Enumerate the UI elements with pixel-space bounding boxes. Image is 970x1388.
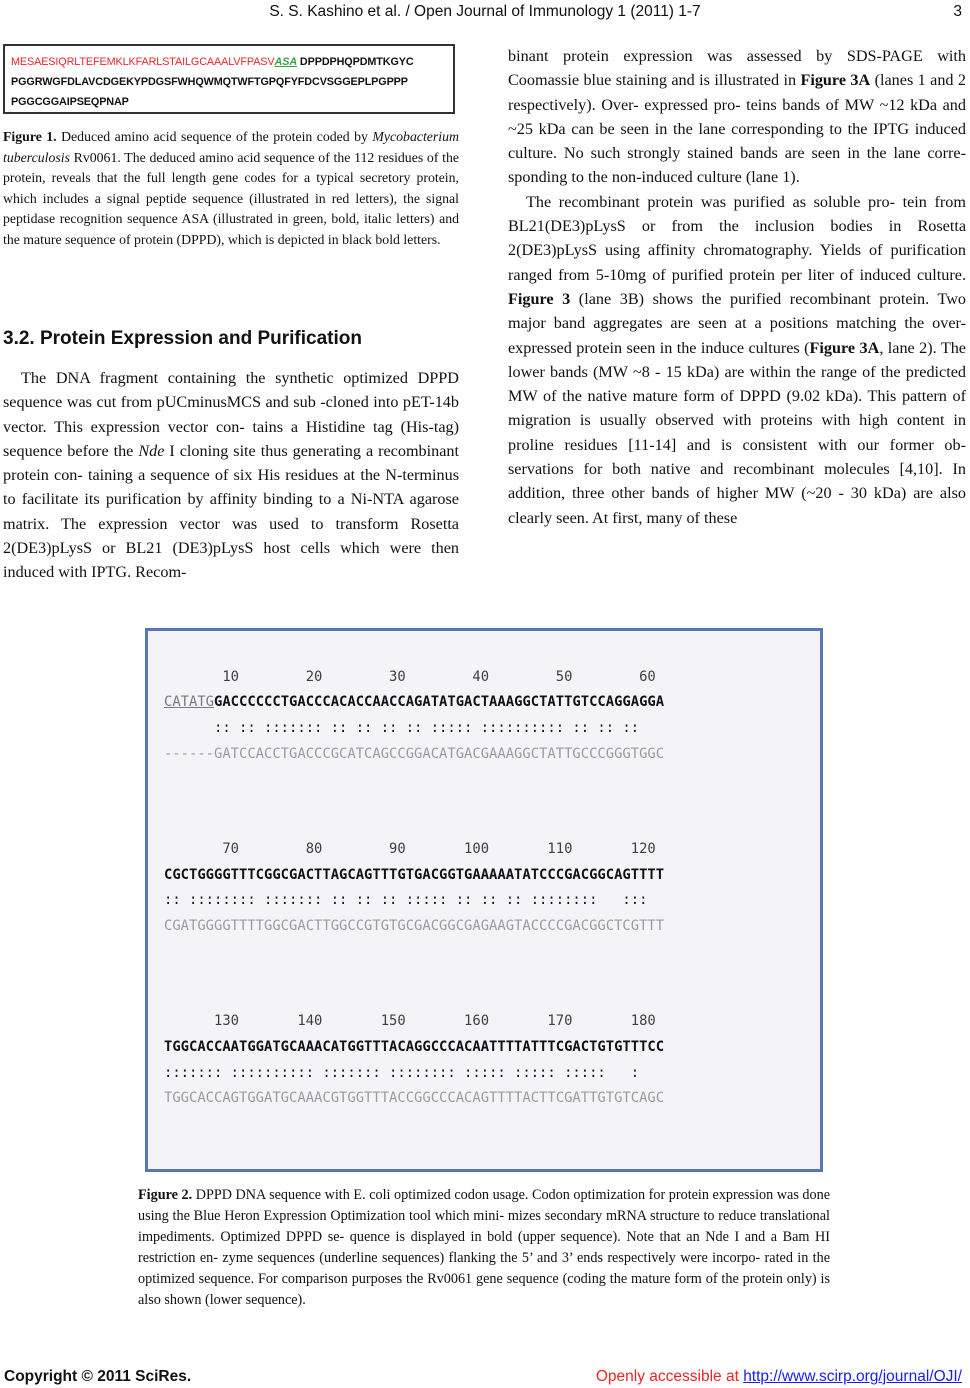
alignment-block xyxy=(164,1009,820,1112)
match-line: ::::::: :::::::::: ::::::: :::::::: ::::: ::::: ::::: : xyxy=(164,1064,640,1081)
recognition-sequence: ASA xyxy=(274,56,298,68)
nde-site: CATATG xyxy=(164,694,215,711)
sequence-line-2: PGGRWGFDLAVCDGEKYPDGSFWHQWMQTWFTGPQFYFDCVSGGEPLPGPPP xyxy=(11,76,408,88)
paragraph-text: The recombinant protein was purified as soluble pro- tein from BL21(DE3)pLysS or from the inclusion bodies in Rosetta 2(DE3)pLysS using affinity chromatography. Yields of purification ranged from 5-10mg of purified protein per liter of induced culture. xyxy=(508,192,966,284)
figure2-alignment xyxy=(145,628,823,1172)
native-sequence: CGATGGGGTTTTGGCGACTTGGCCGTGTGCGACGGCGAGAAGTACCCCGACGGCTCGTTT xyxy=(164,918,665,935)
sequence-line-1 xyxy=(11,52,447,72)
page-header xyxy=(0,0,970,28)
position-numbers: 130 140 150 160 170 180 xyxy=(164,1013,656,1030)
paragraph-text: (lane 3B) shows the purified recombinant protein. Two major band aggregates are seen at a positions matching the over- expressed protein seen in the induce cultures ( xyxy=(508,289,966,357)
native-sequence: ------GATCCACCTGACCCGCATCAGCCGGACATGACGAAAGGCTATTGCCCGGGTGGC xyxy=(164,745,665,762)
journal-link[interactable]: http://www.scirp.org/journal/OJI/ xyxy=(743,1368,962,1385)
paragraph-text: The DNA fragment containing the synthetic optimized DPPD sequence was cut from pUCminusMCS and sub -cloned into pET-14b vector. This expression vector con- tains a Histidine tag (His-tag) sequence before the xyxy=(3,369,459,460)
caption-text: DPPD DNA sequence with E. coli optimized codon usage. Codon optimization for protein expression was done using the Blue Heron Expression Optimization tool which mini- mizes secondary mRNA structure to reduce translational impediments. Optimized DPPD se- quence is displayed in bold (upper sequence). Note that an Nde I and a Bam HI restriction en- zyme sequences (underline sequences) flanking the 5’ and 3’ ends respectively were incorpo- rated in the optimized sequence. For comparison purposes the Rv0061 gene sequence (coding the mature form of the protein only) is also shown (lower sequence). xyxy=(138,1187,830,1308)
paragraph xyxy=(508,190,966,530)
section-heading: 3.2. Protein Expression and Purification xyxy=(3,328,362,349)
running-title: S. S. Kashino et al. / Open Journal of Immunology 1 (2011) 1-7 xyxy=(269,3,701,20)
figure1-label: Figure 1. xyxy=(3,129,57,144)
species-name: Mycobacterium tuberculosis xyxy=(3,129,459,165)
paragraph-text: I cloning site thus generating a recombinant protein con- taining a sequence of six His residues at the N-terminus to facilitate its purification by affinity binding to a Ni-NTA agarose matrix. The expression vector was used to transform Rosetta 2(DE3)pLysS or BL21 (DE3)pLysS host cells which were then induced with IPTG. Recom- xyxy=(3,441,459,582)
figure1-sequence-box xyxy=(3,44,455,114)
left-column xyxy=(3,366,459,585)
signal-peptide: MESAESIQRLTEFEMKLKFARLSTAILGCAAALVFPASV xyxy=(11,56,275,68)
figure1-caption xyxy=(3,127,459,250)
alignment-block xyxy=(164,837,820,940)
figure-reference: Figure 3 xyxy=(508,289,571,308)
upper-sequence: GACCCCCCTGACCCACACCAACCAGATATGACTAAAGGCTATTGTCCAGGAGGA xyxy=(214,694,665,711)
open-access-text: Openly accessible at xyxy=(595,1368,744,1385)
open-access-note xyxy=(596,1368,962,1386)
paragraph-text: (lanes 1 and 2 respectively). Over- expressed pro- teins bands of MW ~12 kDa and ~25 kDa can be seen in the lane corresponding to the IPTG induced culture. No such strongly stained bands are seen in the lane corre- sponding to the non-induced culture (lane 1). xyxy=(508,71,967,187)
upper-sequence: TGGCACCAATGGATGCAAACATGGTTTACAGGCCCACAATTTTATTTCGACTGTGTTTCC xyxy=(164,1038,665,1055)
optimized-sequence xyxy=(164,690,820,716)
italic-term: Nde xyxy=(138,441,165,460)
right-column xyxy=(508,44,966,530)
caption-text: Deduced amino acid sequence of the protein coded by xyxy=(56,129,373,144)
paragraph xyxy=(3,366,459,585)
position-numbers: 70 80 90 100 110 120 xyxy=(164,840,656,857)
caption-text: Rv0061. The deduced amino acid sequence of the 112 residues of the protein, reveals that the full length gene codes for a typical secretory protein, which includes a signal peptide sequence (illustrated in red letters), the signal peptidase recognition sequence ASA (illustrated in green, bold, italic letters) and the mature sequence of protein (DPPD), which is depicted in black bold letters. xyxy=(3,149,459,247)
copyright: Copyright © 2011 SciRes. xyxy=(4,1368,192,1385)
position-numbers: 10 20 30 40 50 60 xyxy=(164,668,656,685)
page-footer xyxy=(0,1364,970,1388)
page-number: 3 xyxy=(953,3,962,20)
mature-sequence-start: DPPDPHQPDMTKGYC xyxy=(297,56,414,68)
figure-reference: Figure 3A xyxy=(800,71,871,90)
figure2-label: Figure 2. xyxy=(138,1187,193,1203)
figure-reference: Figure 3A xyxy=(809,338,880,357)
paragraph xyxy=(508,44,966,190)
upper-sequence: CGCTGGGGTTTCGGCGACTTAGCAGTTTGTGACGGTGAAAAATATCCCGACGGCAGTTTT xyxy=(164,866,665,883)
alignment-block xyxy=(164,665,820,768)
paragraph-text: , lane 2). The lower bands (MW ~8 - 15 kDa) are within the range of the predicted MW of the native mature form of DPPD (9.02 kDa). This pattern of migration is usually observed with proteins with high content in proline residues [11-14] and is consistent with our former ob- servations for both native and recombinant molecules [4,10]. In addition, three other bands of higher MW (~20 - 30 kDa) are also clearly seen. At first, many of these xyxy=(508,338,966,527)
paragraph-text: binant protein expression was assessed by SDS-PAGE with Coomassie blue staining and is illustrated in xyxy=(508,47,966,90)
native-sequence: TGGCACCAGTGGATGCAAACGTGGTTTACCGGCCCACAGTTTTACTTCGATTGTGTCAGC xyxy=(164,1090,665,1107)
match-line: :: :: ::::::: :: :: :: :: ::::: :::::::::: :: :: :: xyxy=(164,720,640,737)
figure2-caption xyxy=(138,1185,830,1311)
sequence-line-3: PGGCGGAIPSEQPNAP xyxy=(11,96,129,108)
match-line: :: :::::::: ::::::: :: :: :: ::::: :: :: :: :::::::: ::: xyxy=(164,892,648,909)
